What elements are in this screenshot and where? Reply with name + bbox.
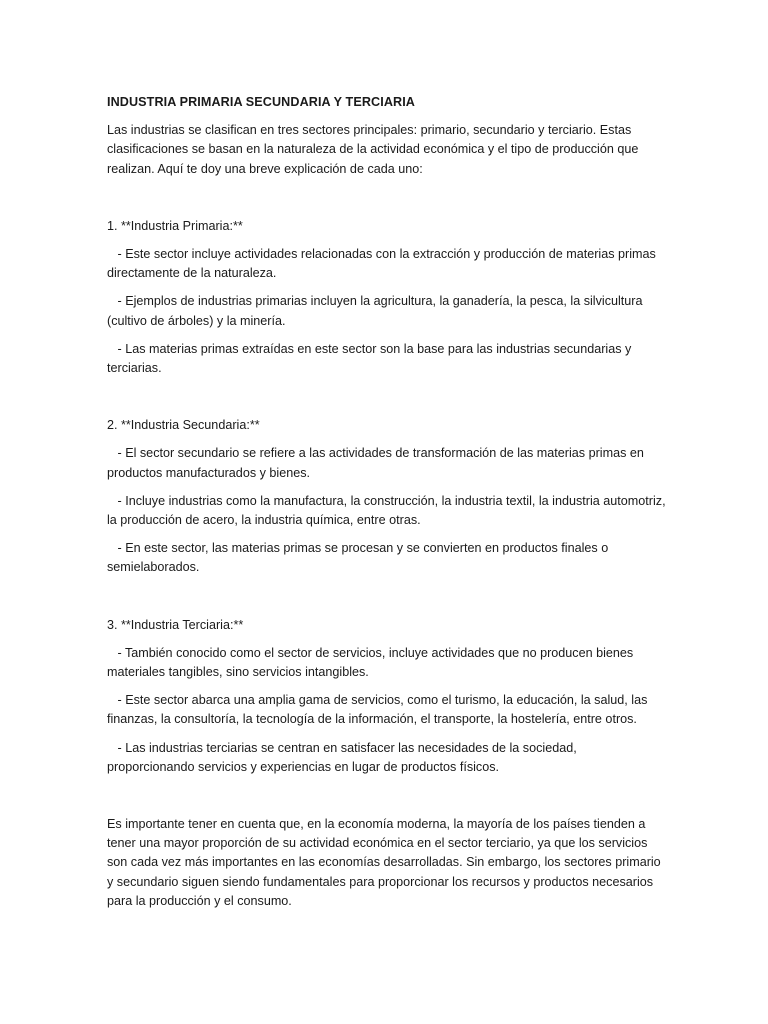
section-tertiary xyxy=(107,616,667,777)
list-item: - El sector secundario se refiere a las actividades de transformación de las materias primas en productos manufacturados y bienes. xyxy=(107,446,644,480)
list-item: - Este sector incluye actividades relacionadas con la extracción y producción de materias primas directamente de la naturaleza. xyxy=(107,247,656,281)
conclusion-paragraph: Es importante tener en cuenta que, en la economía moderna, la mayoría de los países tienden a tener una mayor proporción de su actividad económica en el sector terciario, ya que los servicios son cada vez más importantes en las economías desarrolladas. Sin embargo, los sectores primario y secundario siguen siendo fundamentales para proporcionar los recursos y productos necesarios para la producción y el consumo. xyxy=(107,817,661,908)
section-heading: 3. **Industria Terciaria:** xyxy=(107,617,244,632)
list-item: - Este sector abarca una amplia gama de servicios, como el turismo, la educación, la salud, las finanzas, la consultoría, la tecnología de la información, el transporte, la hostelería, entre otros. xyxy=(107,693,648,727)
list-item: - Las materias primas extraídas en este sector son la base para las industrias secundarias y terciarias. xyxy=(107,341,632,376)
list-item: - En este sector, las materias primas se procesan y se convierten en productos finales o semielaborados. xyxy=(107,541,609,575)
section-primary xyxy=(107,217,667,378)
section-secondary xyxy=(107,416,667,577)
section-heading: 1. **Industria Primaria:** xyxy=(107,218,243,233)
intro-paragraph: Las industrias se clasifican en tres sectores principales: primario, secundario y terciario. Estas clasificaciones se basan en la naturaleza de la actividad económica y el tipo de producción que realizan. Aquí te doy una breve explicación de cada uno: xyxy=(107,123,639,176)
list-item: - Incluye industrias como la manufactura, la construcción, la industria textil, la industria automotriz, la producción de acero, la industria química, entre otras. xyxy=(107,493,666,528)
list-item: - Ejemplos de industrias primarias incluyen la agricultura, la ganadería, la pesca, la silvicultura (cultivo de árboles) y la minería. xyxy=(107,294,643,328)
document-body xyxy=(107,93,667,911)
list-item: - También conocido como el sector de servicios, incluye actividades que no producen bienes materiales tangibles, sino servicios intangibles. xyxy=(107,645,634,680)
section-heading: 2. **Industria Secundaria:** xyxy=(107,418,260,433)
document-title: INDUSTRIA PRIMARIA SECUNDARIA Y TERCIARIA xyxy=(107,95,415,109)
list-item: - Las industrias terciarias se centran en satisfacer las necesidades de la sociedad, proporcionando servicios y experiencias en lugar de productos físicos. xyxy=(107,740,577,774)
